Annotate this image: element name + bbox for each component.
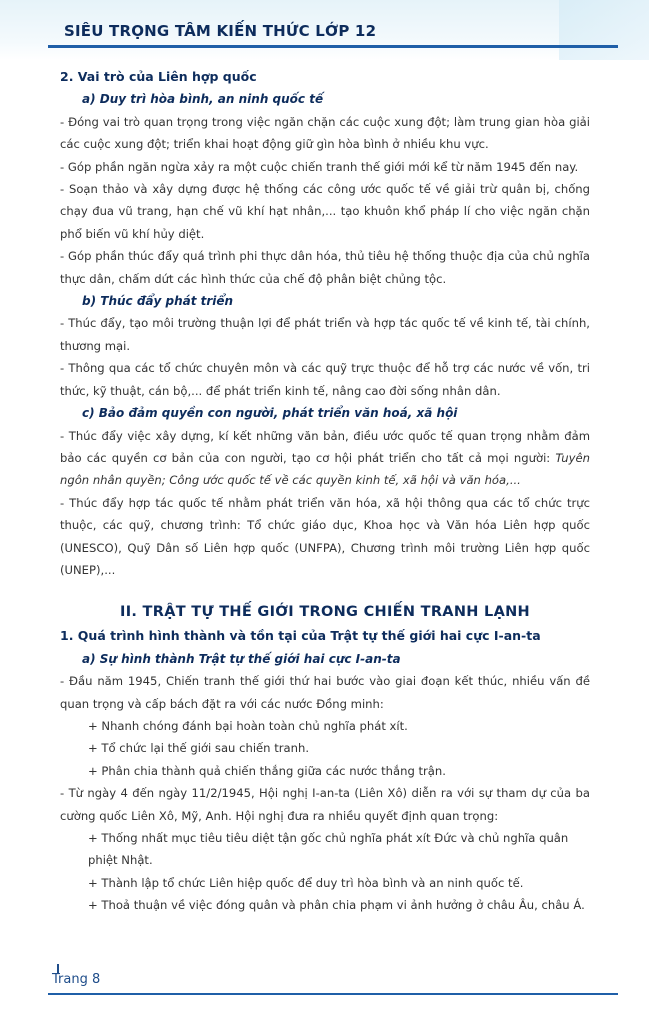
header-rule: [48, 45, 618, 48]
paragraph: - Thúc đẩy, tạo môi trường thuận lợi để phát triển và hợp tác quốc tế về kinh tế, tài chính, thương mại.: [60, 316, 590, 353]
paragraph: - Đóng vai trò quan trọng trong việc ngăn chặn các cuộc xung đột; làm trung gian hòa giải các cuộc xung đột; triển khai hoạt động giữ gìn hòa bình ở nhiều khu vực.: [60, 114, 590, 152]
page-number: Trang 8: [52, 972, 101, 987]
paragraph: - Soạn thảo và xây dựng được hệ thống các công ước quốc tế về giải trừ quân bị, chống chạy đua vũ trang, hạn chế vũ khí hạt nhân,... tạo khuôn khổ pháp lí cho việc ngăn chặn phổ biến vũ khí hủy diệt.: [60, 182, 590, 241]
paragraph: [60, 425, 590, 492]
page-content: [60, 66, 590, 917]
paragraph: - Góp phần thúc đẩy quá trình phi thực dân hóa, thủ tiêu hệ thống thuộc địa của chủ nghĩa thực dân, chấm dứt các hình thức của chế độ phân biệt chủng tộc.: [60, 249, 590, 286]
corner-decoration: [559, 0, 649, 60]
paragraph-italic-text: Tuyên ngôn nhân quyền; Công ước quốc tế về các quyền kinh tế, xã hội và văn hóa,...: [60, 450, 590, 488]
bullet-item: + Tổ chức lại thế giới sau chiến tranh.: [88, 741, 310, 756]
section-2-heading: 2. Vai trò của Liên hợp quốc: [60, 69, 257, 84]
bullet-item: + Thành lập tổ chức Liên hiệp quốc để duy trì hòa bình và an ninh quốc tế.: [88, 875, 524, 890]
bullet-item: + Thoả thuận về việc đóng quân và phân chia phạm vi ảnh hưởng ở châu Âu, châu Á.: [88, 898, 585, 913]
page-header-title: SIÊU TRỌNG TÂM KIẾN THỨC LỚP 12: [64, 22, 377, 40]
paragraph: - Thúc đẩy hợp tác quốc tế nhằm phát triển văn hóa, xã hội thông qua các tổ chức trực thuộc, các quỹ, chương trình: Tổ chức giáo dục, Khoa học và Văn hóa Liên hợp quốc (UNESCO), Quỹ Dân số Liên hợp quốc (UNFPA), Chương trình môi trường Liên hợp quốc (UNEP),...: [60, 495, 590, 577]
subsection-c-title: c) Bảo đảm quyền con người, phát triển văn hoá, xã hội: [82, 406, 458, 421]
bullet-item: + Thống nhất mục tiêu tiêu diệt tận gốc chủ nghĩa phát xít Đức và chủ nghĩa quân phiệt Nhật.: [88, 831, 569, 868]
bullet-item: + Phân chia thành quả chiến thắng giữa các nước thắng trận.: [88, 763, 446, 778]
bullet-item: + Nhanh chóng đánh bại hoàn toàn chủ nghĩa phát xít.: [88, 718, 408, 733]
subsection-a-title: a) Duy trì hòa bình, an ninh quốc tế: [82, 92, 324, 107]
footer-rule: [48, 993, 618, 995]
paragraph: - Thông qua các tổ chức chuyên môn và các quỹ trực thuộc để hỗ trợ các nước về vốn, tri thức, kỹ thuật, cán bộ,... để phát triển kinh tế, nâng cao đời sống nhân dân.: [60, 361, 590, 398]
subsection-b-title: b) Thúc đẩy phát triển: [82, 294, 234, 309]
subsection-a-title: a) Sự hình thành Trật tự thế giới hai cực I-an-ta: [82, 651, 401, 666]
paragraph: - Đầu năm 1945, Chiến tranh thế giới thứ hai bước vào giai đoạn kết thúc, nhiều vấn đề quan trọng và cấp bách đặt ra với các nước Đồng minh:: [60, 674, 590, 711]
paragraph: - Góp phần ngăn ngừa xảy ra một cuộc chiến tranh thế giới mới kể từ năm 1945 đến nay.: [60, 159, 579, 174]
paragraph-text: - Thúc đẩy việc xây dựng, kí kết những văn bản, điều ước quốc tế quan trọng nhằm đảm bảo các quyền cơ bản của con người, tạo cơ hội phát triển cho tất cả mọi người:: [60, 428, 590, 465]
section-II-title: II. TRẬT TỰ THẾ GIỚI TRONG CHIẾN TRANH LẠNH: [120, 604, 530, 621]
paragraph: - Từ ngày 4 đến ngày 11/2/1945, Hội nghị I-an-ta (Liên Xô) diễn ra với sự tham dự của ba cường quốc Liên Xô, Mỹ, Anh. Hội nghị đưa ra nhiều quyết định quan trọng:: [60, 786, 590, 823]
section-II-1-heading: 1. Quá trình hình thành và tồn tại của Trật tự thế giới hai cực I-an-ta: [60, 628, 541, 644]
